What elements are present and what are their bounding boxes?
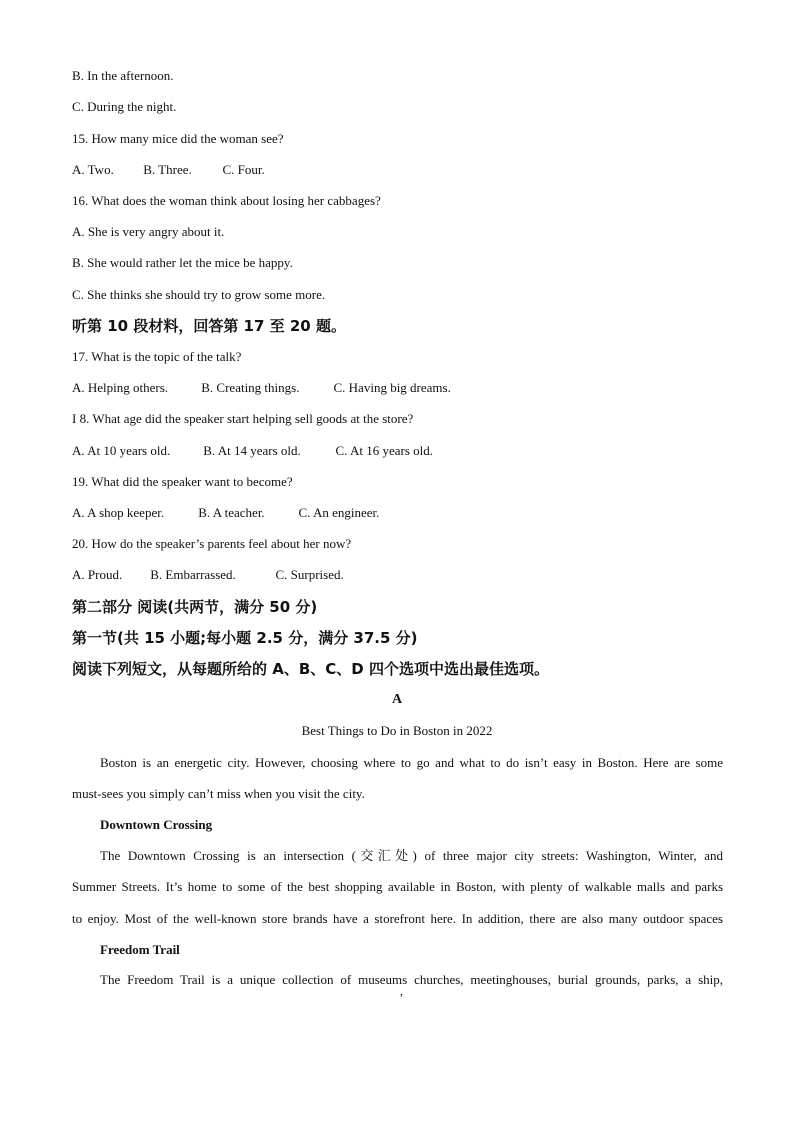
option-a: A. A shop keeper. [72,505,165,520]
section-instruction: 听第 10 段材料，回答第 17 至 20 题。 [72,317,346,335]
option-line: C. She thinks she should try to grow some more. [72,287,326,302]
option-b: B. At 14 years old. [203,443,301,458]
passage-title: Best Things to Do in Boston in 2022 [301,723,493,738]
option-b: B. A teacher. [198,505,265,520]
option-a: A. Two. [72,162,114,177]
question-20-options [72,566,344,584]
subheading-downtown-crossing: Downtown Crossing [100,817,213,832]
option-c: C. Surprised. [275,567,344,582]
option-c: C. Having big dreams. [333,380,451,395]
reading-instruction: 阅读下列短文，从每题所给的 A、B、C、D 四个选项中选出最佳选项。 [72,660,549,678]
question-18-options [72,442,433,460]
option-c: C. At 16 years old. [335,443,433,458]
question-15: 15. How many mice did the woman see? [72,131,284,146]
stray-comma: , [400,984,403,998]
question-17-options [72,379,451,397]
question-18: I 8. What age did the speaker start helping sell goods at the store? [72,411,414,426]
paragraph-line: Boston is an energetic city. However, choosing where to go and what to do isn’t easy in Boston. Here are some [100,755,723,770]
option-line: C. During the night. [72,99,177,114]
option-a: A. Helping others. [72,380,169,395]
question-15-options [72,161,265,179]
question-16: 16. What does the woman think about losing her cabbages? [72,193,381,208]
question-20: 20. How do the speaker’s parents feel about her now? [72,536,352,551]
paragraph-line: must-sees you simply can’t miss when you visit the city. [72,786,365,801]
option-b: B. Three. [143,162,192,177]
section-one-heading: 第一节(共 15 小题;每小题 2.5 分，满分 37.5 分) [72,629,418,647]
option-c: C. Four. [222,162,265,177]
passage-letter: A [391,692,403,707]
option-c: C. An engineer. [298,505,380,520]
option-b: B. Embarrassed. [150,567,236,582]
part-two-heading: 第二部分 阅读(共两节，满分 50 分) [72,598,318,616]
option-line: B. She would rather let the mice be happy. [72,255,293,270]
option-a: A. Proud. [72,567,123,582]
option-a: A. At 10 years old. [72,443,171,458]
subheading-freedom-trail: Freedom Trail [100,942,180,957]
option-line: A. She is very angry about it. [72,224,225,239]
question-17: 17. What is the topic of the talk? [72,349,242,364]
paragraph-line: to enjoy. Most of the well-known store brands have a storefront here. In addition, there are also many outdoor spaces [72,911,723,926]
question-19: 19. What did the speaker want to become? [72,474,293,489]
option-b: B. Creating things. [201,380,300,395]
option-line: B. In the afternoon. [72,68,174,83]
paragraph-line: The Downtown Crossing is an intersection (交汇处) of three major city streets: Washington, Winter, and [100,848,723,863]
paragraph-line: The Freedom Trail is a unique collection of museums churches, meetinghouses, burial grounds, parks, a ship, [100,972,723,987]
paragraph-line: Summer Streets. It’s home to some of the best shopping available in Boston, with plenty of walkable malls and parks [72,879,723,894]
question-19-options [72,504,379,522]
